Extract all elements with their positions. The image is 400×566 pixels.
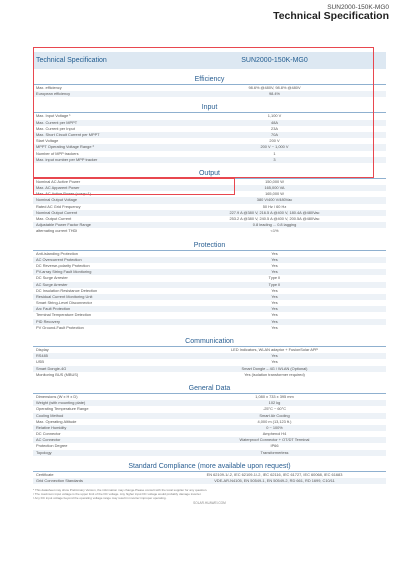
spec-value: Smart Air Cooling [259, 412, 290, 418]
section-title: Protection [33, 241, 386, 251]
spec-value: 200 V ~ 1,000 V [260, 144, 289, 150]
spec-row [33, 325, 386, 331]
spec-key: Residual Current Monitoring Unit [36, 293, 93, 299]
spec-value: Yes [271, 269, 278, 275]
spec-key: Cooling Method [36, 412, 64, 418]
spec-value: Type II [268, 281, 281, 287]
spec-key: Topology [36, 449, 52, 455]
spec-key: AC Surge Arrester [36, 281, 68, 287]
spec-key: Relative Humidity [36, 424, 67, 430]
footnotes [33, 488, 386, 500]
spec-key: DC Connector [36, 431, 61, 437]
spec-value: 253.2 A @380 V, 240.5 A @400 V, 200.5A @480Vac [229, 216, 320, 221]
section-title: Efficiency [33, 75, 386, 85]
spec-value: Yes [271, 318, 278, 324]
spec-value: Yes [271, 300, 278, 306]
spec-key: Max. AC Apparent Power [36, 185, 80, 191]
spec-key: Start Voltage [36, 138, 59, 144]
spec-row [33, 91, 386, 97]
spec-key: Max. AC Active Power (cosφ=1) [36, 191, 91, 197]
spec-key: Max. Output Current [36, 216, 72, 221]
spec-key: AC Connector [36, 437, 61, 443]
spec-key: Grid Connection Standards [36, 478, 83, 483]
spec-key: Certificate [36, 471, 54, 477]
spec-row [33, 372, 386, 378]
spec-key: Max. Current per MPPT [36, 119, 78, 125]
footer-url[interactable]: SOLAR.HUAWEI.COM [193, 501, 226, 506]
spec-value: 165,000 VA [264, 185, 285, 191]
spec-value: 48A [271, 119, 278, 125]
spec-key: Rated AC Grid Frequency [36, 203, 81, 209]
spec-key: Anti-islanding Protection [36, 250, 78, 256]
spec-value: 102 kg [268, 400, 281, 406]
spec-key: DC Surge Arrester [36, 275, 68, 281]
spec-value: 1,080 x 733 x 395 mm [255, 393, 294, 399]
spec-value: 150,000 W [265, 178, 284, 184]
spec-value: Yes [271, 256, 278, 262]
spec-value: Yes [271, 293, 278, 299]
spec-key: USB [36, 359, 44, 365]
spec-value: Yes [271, 250, 278, 256]
spec-key: Display [36, 347, 49, 352]
spec-value: Waterproof Connector + OT/DT Terminal [239, 437, 310, 443]
section-title: General Data [33, 384, 386, 394]
spec-row [33, 450, 386, 456]
spec-value: 98.6% @480V, 98.8% @480V [248, 85, 301, 90]
spec-value: 70A [271, 131, 278, 137]
footnote: ² Any DC input voltage beyond the operating voltage range may result in inverter improper operating. [33, 496, 167, 501]
spec-key: Weight (with mounting plate) [36, 400, 86, 406]
spec-value: EN 62109-1/-2, IEC 62109-1/-2, IEC 62116, IEC 61727, IEC 60068, IEC 61683 [206, 471, 343, 477]
spec-value: Yes (isolation transformer required) [244, 371, 305, 377]
spec-row [33, 157, 386, 163]
spec-sections [33, 75, 386, 484]
header-model: SUN2000-150K-MG0 [327, 4, 389, 11]
spec-value: VDE-AR-N4105, EN 50549-1, EN 50549-2, RD 661, RD 1699, C10/11 [214, 478, 335, 483]
spec-key: Arc Fault Protection [36, 306, 71, 312]
spec-value: 4,000 m (13,123 ft.) [257, 418, 292, 424]
section-title: Input [33, 103, 386, 113]
spec-value: -25°C ~ 60°C [262, 406, 287, 412]
spec-key: PV Ground-Fault Protection [36, 324, 84, 330]
spec-value: 165,000 W [265, 191, 284, 197]
spec-value: Yes [271, 359, 278, 365]
spec-sheet [33, 52, 386, 505]
spec-label: Technical Specification [36, 57, 107, 64]
spec-key: Max. input number per MPP tracker [36, 156, 98, 162]
spec-table-header [33, 52, 386, 69]
footnote: ¹ The maximum input voltage is the upper limit of the DC voltage. Any higher input DC voltage would probably damage inverter. [33, 492, 202, 497]
spec-key: Number of MPP trackers [36, 150, 79, 156]
spec-value: 0.8 leading ... 0.8 lagging [252, 222, 297, 228]
spec-value: <1% [270, 228, 279, 234]
spec-key: Terminal Temperature Detection [36, 312, 92, 318]
spec-key: Adjustable Power Factor Range [36, 222, 91, 228]
spec-key: European efficiency [36, 91, 71, 97]
spec-value: Transformerless [260, 449, 289, 455]
section-title: Communication [33, 337, 386, 347]
spec-key: Nominal AC Active Power [36, 178, 81, 184]
spec-value: LED Indicators, WLAN adaptor + FusionSolar APP [230, 347, 319, 352]
spec-key: Max. Input Voltage ¹ [36, 113, 71, 119]
spec-model: SUN2000-150K-MG0 [241, 57, 308, 64]
footnote: * This datasheet may show Preliminary Version, the information may change.Please consult with the local supplier for any question. [33, 488, 208, 493]
spec-key: DC Insulation Resistance Detection [36, 287, 98, 293]
spec-key: Nominal Output Voltage [36, 197, 78, 203]
spec-value: 380 V/400 V/480Vac [256, 197, 293, 203]
spec-value: 227.9 A @380 V, 216.5 A @400 V, 180.4A @480Vac [229, 209, 320, 215]
spec-key: RS485 [36, 353, 48, 359]
header-title: Technical Specification [273, 10, 389, 22]
spec-key: Dimensions (W x H x D) [36, 393, 78, 399]
spec-key: Smart String-Level Disconnector [36, 300, 93, 306]
spec-value: 50 Hz / 60 Hz [262, 203, 287, 209]
spec-value: 1 [273, 150, 276, 156]
spec-value: 0 ~ 100% [266, 424, 283, 430]
spec-key: Max. efficiency [36, 85, 62, 90]
spec-key: DC Reverse-polarity Protection [36, 262, 90, 268]
spec-key: Nominal Output Current [36, 209, 78, 215]
spec-key: Smart Dongle-4G [36, 365, 67, 371]
spec-value: Amphenol H4 [262, 431, 287, 437]
spec-value: Smart Dongle – 4G / WLAN (Optional) [241, 365, 308, 371]
spec-value: 200 V [269, 138, 280, 144]
spec-value: 98.4% [268, 91, 281, 97]
spec-value: Type II [268, 275, 281, 281]
spec-row [33, 228, 386, 234]
spec-value: 3 [273, 156, 276, 162]
spec-value: Yes [271, 324, 278, 330]
spec-key: Max. Operating Altitude [36, 418, 77, 424]
spec-key: AC Overcurrent Protection [36, 256, 82, 262]
spec-value: 1,100 V [267, 113, 282, 119]
spec-key: alternating current THDi [36, 228, 78, 234]
spec-value: IP66 [270, 443, 279, 449]
spec-value: 23A [271, 125, 278, 131]
spec-value: Yes [271, 353, 278, 359]
spec-value: Yes [271, 312, 278, 318]
spec-key: Operating Temperature Range [36, 406, 89, 412]
spec-value: Yes [271, 287, 278, 293]
spec-key: Monitoring BUS (MBUS) [36, 371, 79, 377]
spec-key: PV-array String Fault Monitoring [36, 269, 92, 275]
spec-key: Max. Short Circuit Current per MPPT [36, 131, 100, 137]
spec-value: Yes [271, 306, 278, 312]
spec-key: Max. Current per Input [36, 125, 75, 131]
spec-value: Yes [271, 262, 278, 268]
spec-key: PID Recovery [36, 318, 60, 324]
spec-key: MPPT Operating Voltage Range ² [36, 144, 94, 150]
section-title: Output [33, 169, 386, 179]
spec-row [33, 478, 386, 484]
section-title: Standard Compliance (more available upon request) [33, 462, 386, 472]
spec-key: Protection Degree [36, 443, 68, 449]
